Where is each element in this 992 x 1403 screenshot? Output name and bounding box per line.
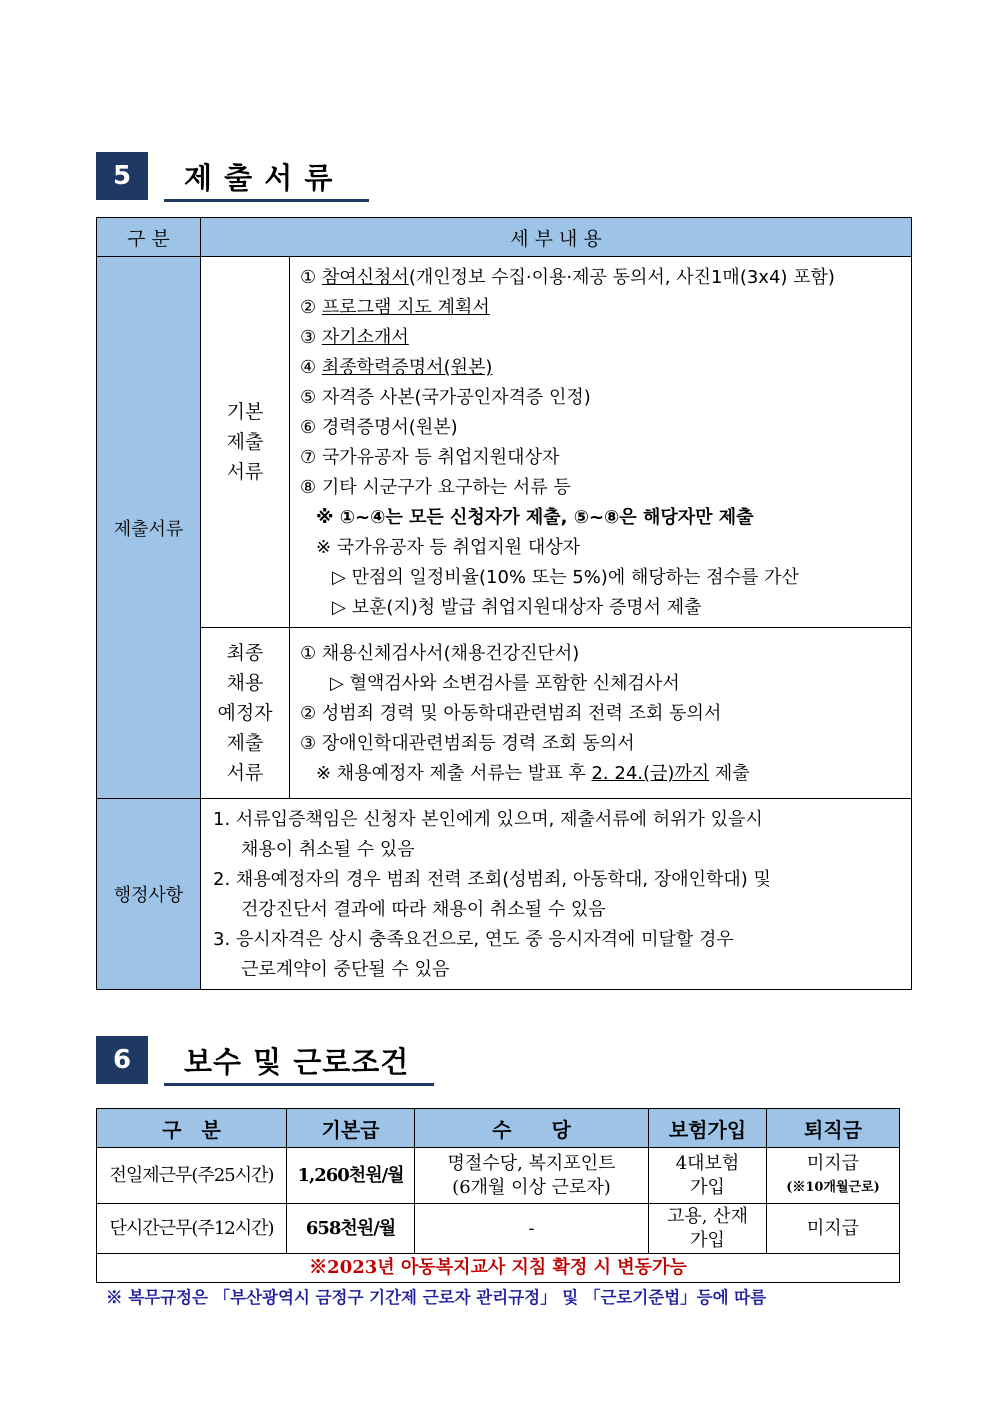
section6-number: 6	[96, 1036, 148, 1084]
list-item: ③ 자기소개서	[300, 327, 409, 348]
insurance-line: 가입	[690, 1176, 725, 1198]
label-line: 채용	[226, 672, 264, 694]
basic-docs-label	[201, 257, 290, 628]
list-item: ⑦ 국가유공자 등 취업지원대상자	[300, 447, 560, 468]
admin-line: 2. 채용예정자의 경우 범죄 전력 조회(성범죄, 아동학대, 장애인학대) 및	[213, 869, 771, 890]
work-type: 단시간근무(주12시간)	[97, 1204, 287, 1254]
note-certificate: ▷ 보훈(지)청 발급 취업지원대상자 증명서 제출	[332, 597, 702, 618]
label-line: 기본	[226, 401, 264, 423]
section5-title: 제 출 서 류	[184, 161, 334, 195]
list-item: ① 참여신청서(개인정보 수집·이용·제공 동의서, 사진1매(3x4) 포함)	[300, 267, 835, 288]
list-item: ⑧ 기타 시군구가 요구하는 서류 등	[300, 477, 571, 498]
submission-documents-table	[96, 217, 912, 990]
insurance-line: 고용, 산재	[667, 1205, 748, 1227]
table-row	[97, 1204, 900, 1254]
base-pay: 658천원/월	[287, 1204, 415, 1254]
pay-conditions-table	[96, 1108, 900, 1283]
severance: 미지급	[767, 1204, 900, 1254]
severance-value: 미지급	[806, 1152, 860, 1174]
header-base-pay: 기본급	[287, 1109, 415, 1148]
service-regulation-footnote: ※ 복무규정은 「부산광역시 금정구 기간제 근로자 관리규정」 및 「근로기준법」등에 따름	[106, 1288, 767, 1307]
list-item: ⑤ 자격증 사본(국가공인자격증 인정)	[300, 387, 591, 408]
section6-title: 보수 및 근로조건	[184, 1045, 410, 1079]
note-veterans: ※ 국가유공자 등 취업지원 대상자	[316, 537, 581, 558]
header-allowance: 수 당	[415, 1109, 649, 1148]
change-warning: ※2023년 아동복지교사 지침 확정 시 변동가능	[97, 1254, 900, 1283]
note-deadline: ※ 채용예정자 제출 서류는 발표 후 2. 24.(금)까지 제출	[316, 763, 750, 784]
work-type: 전일제근무(주25시간)	[97, 1148, 287, 1204]
list-item: ④ 최종학력증명서(원본)	[300, 357, 493, 378]
insurance-line: 4대보험	[675, 1152, 740, 1174]
section6-heading	[96, 1036, 436, 1086]
note-bonus: ▷ 만점의 일정비율(10% 또는 5%)에 해당하는 점수를 가산	[332, 567, 799, 588]
section5-heading	[96, 152, 371, 202]
insurance	[649, 1148, 767, 1204]
section5-number: 5	[96, 152, 148, 200]
insurance-line: 가입	[690, 1229, 725, 1251]
allowance	[415, 1148, 649, 1204]
label-line: 최종	[226, 642, 264, 664]
admin-line: 1. 서류입증책임은 신청자 본인에게 있으며, 제출서류에 허위가 있을시	[213, 809, 763, 830]
list-item: ② 프로그램 지도 계획서	[300, 297, 490, 318]
final-docs-label	[201, 628, 290, 799]
header-type: 구 분	[97, 1109, 287, 1148]
final-docs-content	[290, 628, 912, 799]
row-label-submit: 제출서류	[97, 257, 201, 799]
label-line: 서류	[226, 762, 264, 784]
allowance: -	[415, 1204, 649, 1254]
label-line: 예정자	[217, 702, 273, 724]
list-item: ② 성범죄 경력 및 아동학대관련범죄 전력 조회 동의서	[300, 703, 722, 724]
admin-content	[201, 799, 912, 990]
table-row	[97, 1148, 900, 1204]
header-severance: 퇴직금	[767, 1109, 900, 1148]
list-item: ① 채용신체검사서(채용건강진단서)	[300, 643, 580, 664]
admin-line: 채용이 취소될 수 있음	[241, 839, 415, 860]
header-details: 세 부 내 용	[201, 218, 912, 257]
allowance-line: (6개월 이상 근로자)	[452, 1176, 611, 1198]
header-insurance: 보험가입	[649, 1109, 767, 1148]
list-item: ▷ 혈액검사와 소변검사를 포함한 신체검사서	[330, 673, 680, 694]
row-label-admin: 행정사항	[97, 799, 201, 990]
label-line: 제출	[226, 431, 264, 453]
severance-note: (※10개월근로)	[786, 1179, 880, 1195]
header-category: 구 분	[97, 218, 201, 257]
label-line: 서류	[226, 461, 264, 483]
admin-line: 건강진단서 결과에 따라 채용이 취소될 수 있음	[241, 899, 606, 920]
basic-docs-content	[290, 257, 912, 628]
section5-underline	[164, 199, 369, 202]
list-item: ⑥ 경력증명서(원본)	[300, 417, 458, 438]
label-line: 제출	[226, 732, 264, 754]
list-item: ③ 장애인학대관련범죄등 경력 조회 동의서	[300, 733, 635, 754]
allowance-line: 명절수당, 복지포인트	[447, 1152, 616, 1174]
insurance	[649, 1204, 767, 1254]
severance	[767, 1148, 900, 1204]
section6-underline	[164, 1083, 434, 1086]
note-required: ※ ①~④는 모든 신청자가 제출, ⑤~⑧은 해당자만 제출	[316, 507, 754, 528]
admin-line: 3. 응시자격은 상시 충족요건으로, 연도 중 응시자격에 미달할 경우	[213, 929, 734, 950]
admin-line: 근로계약이 중단될 수 있음	[241, 959, 450, 980]
base-pay: 1,260천원/월	[287, 1148, 415, 1204]
